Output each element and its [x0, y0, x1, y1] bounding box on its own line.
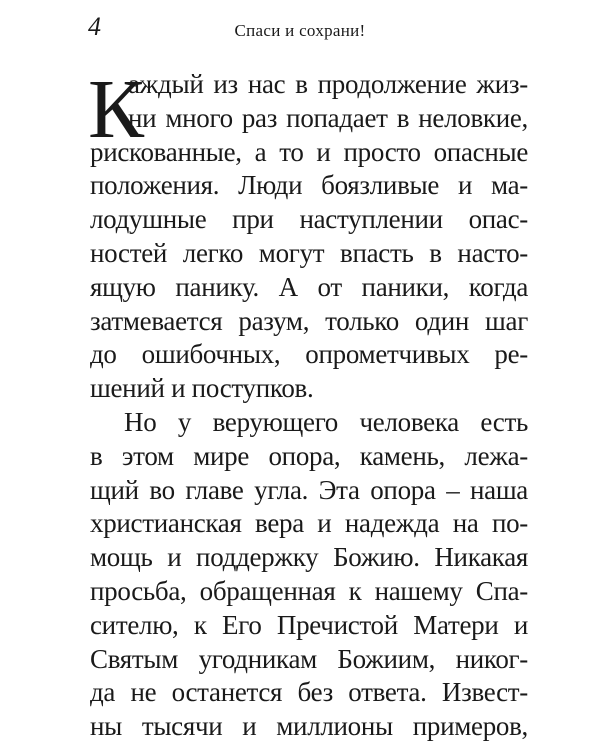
- text-line: щий во главе угла. Эта опора – наша: [90, 474, 528, 505]
- text-line: мощь и поддержку Божию. Никакая: [90, 542, 528, 573]
- text-line: шений и поступков.: [90, 373, 314, 404]
- text-line: в этом мире опора, камень, лежа-: [90, 440, 528, 471]
- text-line: рискованные, а то и просто опасные: [90, 136, 528, 167]
- text-line: да не останется без ответа. Извест-: [90, 677, 528, 708]
- text-line: ны тысячи и миллионы примеров,: [90, 711, 528, 742]
- text-line: ящую панику. А от паники, когда: [90, 271, 528, 302]
- text-line: ностей легко могут впасть в насто-: [90, 238, 528, 268]
- text-line: до ошибочных, опрометчивых ре-: [90, 339, 528, 370]
- page-number: 4: [88, 12, 101, 41]
- text-line: аждый из нас в продолжение жиз-: [128, 69, 528, 99]
- running-head-title: Спаси и сохрани!: [234, 21, 366, 40]
- text-line: Святым угодникам Божиим, никог-: [90, 643, 528, 674]
- text-line: христианская вера и надежда на по-: [90, 508, 528, 539]
- text-line: просьба, обращенная к нашему Спа-: [90, 576, 528, 606]
- text-line: положения. Люди боязливые и ма-: [90, 170, 528, 201]
- drop-cap: К: [88, 63, 145, 156]
- text-line: лодушные при наступлении опас-: [90, 204, 528, 235]
- text-line: затмевается разум, только один шаг: [90, 305, 528, 336]
- text-line: Но у верующего человека есть: [124, 407, 528, 437]
- text-line: ни много раз попадает в неловкие,: [128, 102, 528, 133]
- text-line: сителю, к Его Пречистой Матери и: [90, 609, 528, 640]
